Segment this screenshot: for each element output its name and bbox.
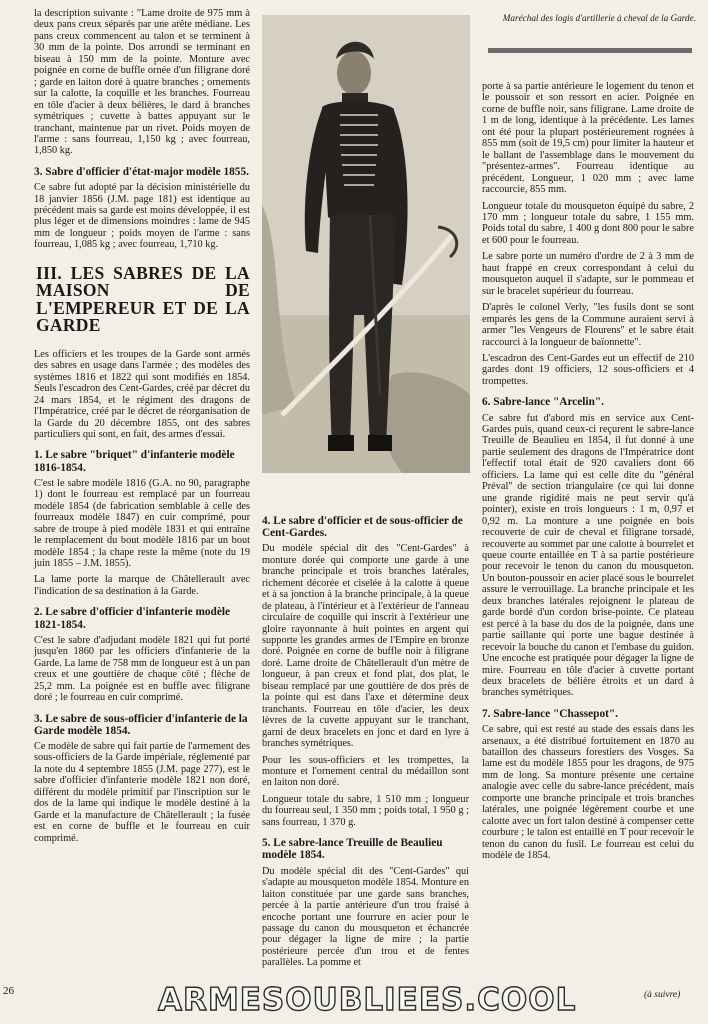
continued-note: (à suivre) xyxy=(644,990,681,1000)
paragraph: L'escadron des Cent-Gardes eut un effectif de 210 gardes dont 19 officiers, 12 sous-officiers et 4 trompettes. xyxy=(482,352,694,387)
soldier-photograph xyxy=(262,15,470,473)
section-heading: 4. Le sabre d'officier et de sous-officier de Cent-Gardes. xyxy=(262,515,463,540)
section-heading: 6. Sabre-lance "Arcelin". xyxy=(482,396,604,409)
paragraph: C'est le sabre d'adjudant modèle 1821 qui fut porté jusqu'en 1860 par les officiers d'infanterie de la Garde. La lame de 758 mm de longueur est à un pan creux et une gouttière de chaque côté ; flèche de 25,2 mm. La poignée est en buffle avec filigrane doré ; le fourreau en cuir comprimé. xyxy=(34,634,250,704)
paragraph: Longueur totale du sabre, 1 510 mm ; longueur du fourreau seul, 1 350 mm ; poids total, 1 950 g ; sans fourreau, 1 370 g. xyxy=(262,793,469,828)
page-number: 26 xyxy=(3,985,14,997)
middle-column xyxy=(262,515,469,974)
paragraph: Ce modèle de sabre qui fait partie de l'armement des sous-officiers de la Garde impériale, réglementé par la note du 4 septembre 1855 (J.M. page 277), est le sabre d'officier d'infanterie modèle 1821 non doré, différent du modèle primitif par l'inscription sur le dos de la lame qui indique le modèle destiné à la Garde et la manufacture de Châtellerault ; la fusée est en corne de buffle et le fourreau en cuir comprimé. xyxy=(34,740,251,844)
paragraph: Pour les sous-officiers et les trompettes, la monture et l'ornement central du médaillon sont en laiton non doré. xyxy=(262,754,469,789)
section-heading: 3. Sabre d'officier d'état-major modèle 1855. xyxy=(34,165,249,178)
paragraph: C'est le sabre modèle 1816 (G.A. no 90, paragraphe 1) dont le fourreau est remplacé par un fourreau modèle 1854 (de fabrication semblable à celle des fourreaux modèle 1847) en cuir comprimé, pour sabre de troupe à pied modèle 1831 et qui entraîne le remplacement du bout modèle 1816 par un bout modèle 1854 ; la chape reste la même (note du 19 juin 1855 – J.M. 1855). xyxy=(34,477,250,570)
soldier-figure-illustration xyxy=(262,15,470,473)
paragraph: Du modèle spécial dit des "Cent-Gardes" à monture dorée qui comporte une garde à une branche principale et trois branches latérales, richement décorée et ciselée à la calotte à queue et à sa jonction à la branche principale, à la queue de plateau, à l'intérieur et à l'extérieur de l'anneau circulaire de coquille qui inscrit à l'extérieur une gloire rayonnante à huit pointes en argent qui supporte les grandes armes de l'Empire en bronze doré. Poignée en corne de buffle noir à filigrane doré. Lame droite de Châtellerault d'un mètre de longueur, à pan creux et fond plat, dos plat, le biseau remplacé par une gouttière de dos près de la pointe qui est dans l'axe et détermine deux tranchants. Fourreau en tôle d'acier, les deux lèvres de la cuvette appuyant sur le tranchant, garni de deux bracelets en jonc et dard en lyre à branches symétriques. xyxy=(262,543,469,750)
paragraph: porte à sa partie antérieure le logement du tenon et le poussoir et son ressort en acier. Poignée en corne de buffle noir, sans filigrane. Lame droite de 1 m de long, identique à la précédente. Les lames ont été pour la plupart postérieurement rognées à 855 mm (soit de 19,5 cm) pour limiter la hauteur et le ballant de l'assemblage dans le mouvement du "présentez-armes". Fourreau identique au précédent. Longueur, 1 020 mm ; avec lame raccourcie, 855 mm. xyxy=(482,81,694,196)
paragraph: Les officiers et les troupes de la Garde sont armés des sabres en usage dans l'armée ; des modèles des systèmes 1816 et 1822 qui sont modifiés en 1854. Seuls l'escadron des Cent-Gardes, créé par décret du 24 mars 1854, et le régiment des dragons de l'Impératrice, créé par le décret de réorganisation de la Garde du 20 décembre 1855, ont des sabres particuliers qui sont, en fait, des armes d'essai. xyxy=(34,348,250,440)
paragraph: D'après le colonel Verly, "les fusils dont se sont emparés les gens de la Commune auraient servi à armer "les Vengeurs de Flourens" et le sabre était raccourci à la longueur de baïonnette". xyxy=(482,302,694,348)
paragraph: La lame porte la marque de Châtellerault avec l'indication de sa destination à la Garde. xyxy=(34,574,250,597)
watermark-text: ARMESOUBLIEES.COOL xyxy=(158,982,577,1018)
paragraph: Ce sabre fut d'abord mis en service aux Cent-Gardes puis, quand ceux-ci reçurent le sabre-lance Treuille de Beaulieu en 1854, il fut donné à une partie seulement des dragons de l'Impératrice dont l'effectif total était de 920 cavaliers dont 66 officiers. La lame qui est celle dite du "général Préval" de section triangulaire (ce qui lui donne une grande rigidité mais ne peut servir qu'à pointer), existe en trois longueurs : 1 m, 0,97 et 0,92 m. La monture a une poignée en bois recouverte de cuir de cheval et filigrane torsadé, recouverte au sommet par une calotte à bourrelet et queue courte entaillée en T à sa partie postérieure pour recevoir le tenon du canon du mousqueton. Un bouton-poussoir en acier placé sous le bourrelet assure le verrouillage. La branche principale et les deux branches latérales rejoignent le plateau de garde bordé d'un cordon brise-pointe. Ce plateau est percé à la base du dos de la poignée, dans une partie saillante qui porte une bague destinée à recevoir la bouche du canon et l'embase du guidon. Une encoche est pratiquée pour dégager la ligne de mire. Fourreau en tôle d'acier à cuvette portant deux bracelets de bélière étroits et un dard à branches symétriques. xyxy=(482,412,694,699)
paragraph: Ce sabre fut adopté par la décision ministérielle du 18 janvier 1856 (J.M. page 181) est identique au précédent mais sa garde est moins développée, il est plus léger et de dimensions moindres : lame de 945 mm de longueur ; poids moyen de l'arme : sans fourreau, 1,085 kg ; avec fourreau, 1,710 kg. xyxy=(34,182,250,251)
paragraph: Du modèle spécial dit des "Cent-Gardes" qui s'adapte au mousqueton modèle 1854. Monture en laiton constituée par une garde sans branches, percée à la partie antérieure d'un trou fraisé à encoche portant une fourrure en acier pour le passage du canon du mousqueton et échancrée pour dégager la ligne de mire ; la partie postérieure percée d'un trou et de fentes parallèles. La pomme et xyxy=(262,865,469,969)
section-heading: 5. Le sabre-lance Treuille de Beaulieu modèle 1854. xyxy=(262,837,443,862)
section-heading: 2. Le sabre d'officier d'infanterie modèle 1821-1854. xyxy=(34,606,230,631)
section-heading: 1. Le sabre "briquet" d'infanterie modèle 1816-1854. xyxy=(34,449,235,474)
photo-caption: Maréchal des logis d'artillerie à cheval de la Garde. xyxy=(502,13,696,23)
paragraph: la description suivante : "Lame droite de 975 mm à deux pans creux séparés par une arête médiane. Les pans creux commencent au talon et se terminent à 30 mm de la pointe. Dos arrondi se terminant en biseau à 150 mm de la pointe. Monture avec poignée en corne de buffle ornée d'un filigrane doré ; garde en laiton doré à quatre branches ; ornements sur la calotte, la coquille et les branches. Fourreau en tôle d'acier à deux bélières, le dard à branches symétriques ; cuvette à battes appuyant sur le tranchant, maintenue par un rivet. Poids moyen de l'arme : sans fourreau, 1,150 kg ; avec fourreau, 1,850 kg. xyxy=(34,8,250,157)
header-rule xyxy=(488,48,692,53)
paragraph: Longueur totale du mousqueton équipé du sabre, 2 170 mm ; longueur totale du sabre, 1 155 mm. Poids total du sabre, 1 400 g dont 800 pour le sabre et 600 pour le fourreau. xyxy=(482,200,694,246)
section-heading: 7. Sabre-lance "Chassepot". xyxy=(482,707,618,720)
left-column xyxy=(34,8,250,849)
paragraph: Le sabre porte un numéro d'ordre de 2 à 3 mm de haut frappé en creux correspondant à celui du mousqueton auquel il s'adapte, sur le pommeau et sur le bracelet supérieur du fourreau. xyxy=(482,251,694,297)
right-column xyxy=(482,81,694,867)
paragraph: Ce sabre, qui est resté au stade des essais dans les arsenaux, a été distribué fortuitement en 1870 au bataillon des chasseurs forestiers des Vosges. Sa lame est du modèle 1855 pour les dragons, de 975 mm de long. Sa monture présente une certaine analogie avec celle du sabre-lance précédent, mais comporte une branche principale et trois branches latérales, une poignée légèrement courbe et une calotte avec un fort talon destiné à compenser cette courbure ; le talon est entaillé en T pour recevoir le tenon du canon du fusil. Le fourreau est celui du modèle de 1854. xyxy=(482,724,694,862)
section-heading: 3. Le sabre de sous-officier d'infanterie de la Garde modèle 1854. xyxy=(34,712,248,737)
chapter-heading: III. LES SABRES DE LA MAISON DE L'EMPEREUR ET DE LA GARDE xyxy=(36,262,250,336)
